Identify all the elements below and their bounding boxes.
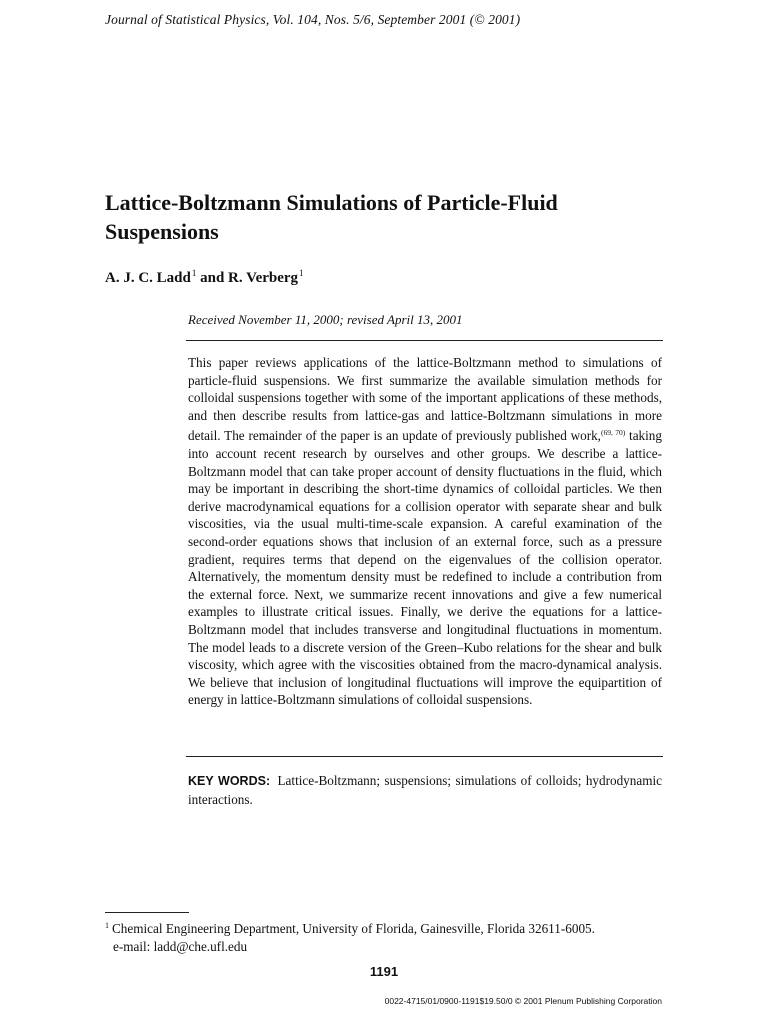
abstract-text: taking into account recent research by ourselves and other groups. We describe a lattice-Boltzmann model that can take proper account of density fluctuations in the fluid, which may be important in describing the short-time dynamics of colloidal particles. We then derive macrodynamical equations for a collision operator with separate shear and bulk viscosities, via the usual multi-time-scale expansion. A careful examination of the second-order equations shows that inclusion of an external force, such as a pressure gradient, requires terms that depend on the eigenvalues of the collision operator. Alternatively, the momentum density must be redefined to include a contribution from the external force. Next, we summarize recent innovations and give a few numerical examples to illustrate critical issues. Finally, we derive the equations for a lattice-Boltzmann model that includes transverse and longitudinal fluctuations in momentum. The model leads to a discrete version of the Green–Kubo relations for the shear and bulk viscosity, which agree with the viscosities obtained from the macro-dynamical analysis. We believe that inclusion of longitudinal fluctuations will improve the equipartition of energy in lattice-Boltzmann simulations of colloidal suspensions. <box>188 428 662 708</box>
author-name: R. Verberg <box>228 270 299 286</box>
paper-title: Lattice-Boltzmann Simulations of Particle-Fluid Suspensions <box>105 190 558 244</box>
footnote <box>105 917 665 956</box>
received-dates: Received November 11, 2000; revised April 13, 2001 <box>188 312 463 327</box>
abstract-top-rule <box>186 340 663 341</box>
footnote-email: e-mail: ladd@che.ufl.edu <box>113 939 248 954</box>
affiliation-marker: 1 <box>191 268 197 278</box>
affiliation-marker: 1 <box>299 268 304 278</box>
footnote-rule <box>105 912 189 913</box>
keywords <box>188 772 662 808</box>
page-number: 1191 <box>369 964 399 979</box>
footnote-affiliation: Chemical Engineering Department, University of Florida, Gainesville, Florida 32611-6005. <box>112 921 595 936</box>
keywords-text: Lattice-Boltzmann; suspensions; simulations of colloids; hydrodynamic interactions. <box>188 773 663 807</box>
author-line <box>105 268 304 287</box>
author-connector: and <box>196 270 229 286</box>
keywords-label: KEY WORDS: <box>188 774 271 788</box>
copyright-line: 0022-4715/01/0900-1191$19.50/0 © 2001 Plenum Publishing Corporation <box>384 996 662 1006</box>
abstract <box>188 354 662 709</box>
journal-header: Journal of Statistical Physics, Vol. 104, Nos. 5/6, September 2001 (© 2001) <box>105 12 521 27</box>
author-name: A. J. C. Ladd <box>105 270 191 286</box>
abstract-text: This paper reviews applications of the lattice-Boltzmann method to simulations of particle-fluid suspensions. We first summarize the available simulation methods for colloidal suspensions together with some of the important applications of these methods, and then describe results from lattice-gas and lattice-Boltzmann simulations in more detail. The remainder of the paper is an update of previously published work, <box>188 355 662 444</box>
citation-reference: (69, 70) <box>600 428 626 438</box>
abstract-bottom-rule <box>186 756 663 757</box>
footnote-marker: 1 <box>105 921 109 930</box>
